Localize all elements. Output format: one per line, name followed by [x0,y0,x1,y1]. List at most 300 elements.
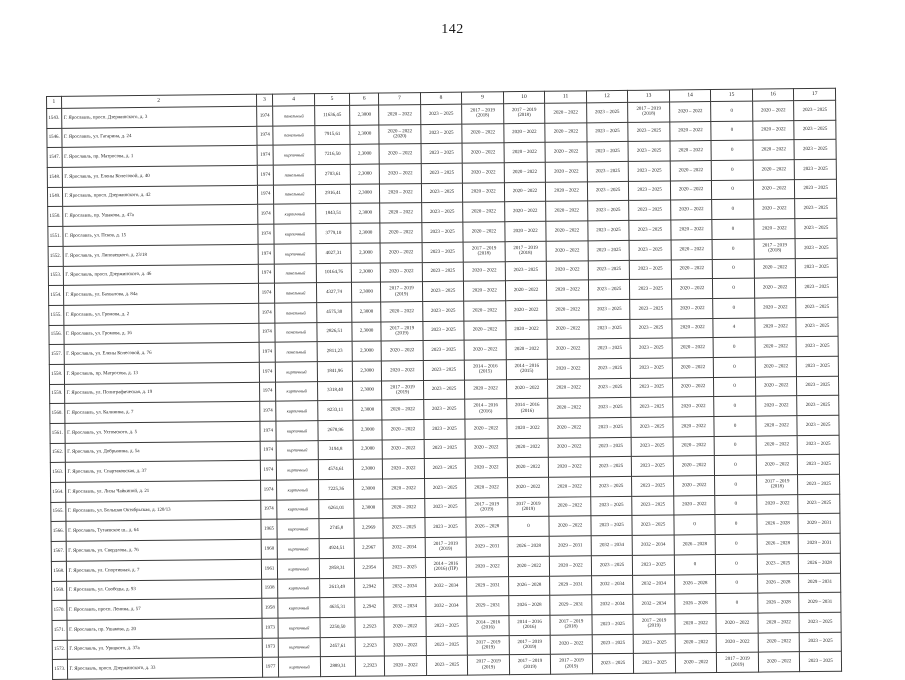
table-cell: 2020 – 2022 [507,477,549,497]
table-cell: 2,3000 [351,223,380,243]
table-cell: 2023 – 2025 [797,435,839,455]
table-cell: 1557. [49,345,64,365]
table-cell: 2020 – 2022 [507,458,549,478]
table-cell: 2020 – 2022 [463,261,505,281]
table-cell: 2020 – 2022 [752,101,794,121]
table-cell: 2,3000 [353,381,382,401]
table-cell: 2811,23 [317,342,353,362]
table-cell: кирпичный [278,618,320,638]
table-cell: 2020 – 2022 [504,143,546,163]
table-cell: 2020 – 2022 [465,379,507,399]
table-cell: 2023 – 2025 [423,399,465,419]
column-header: 16 [752,89,794,101]
table-cell: 2017 – 2019 (2019) [467,635,509,655]
table-cell: 2020 – 2022 [753,179,795,199]
table-cell: 2916,41 [315,184,351,204]
table-cell: Г. Ярославль, ул. Спортивная, д. 7 [66,559,261,581]
table-cell: 2023 – 2025 [589,378,631,398]
table-cell: 1974 [260,441,277,461]
table-cell: 2020 – 2022 [463,222,505,242]
table-cell: 2,3000 [352,341,381,361]
table-cell: 2020 – 2022 [465,438,507,458]
table-cell: кирпичный [278,637,320,657]
table-cell: 2026 – 2028 [466,517,508,537]
data-table [46,88,842,680]
table-cell: кирпичный [277,539,319,559]
table-cell: 6261,01 [319,499,355,519]
table-body [47,88,842,679]
table-cell: 2023 – 2025 [591,516,633,536]
table-cell: 2023 – 2025 [590,496,632,516]
table-cell: 2,2969 [354,518,383,538]
table-cell: 2020 – 2022 [675,633,717,653]
table-cell: 2026 – 2028 [674,535,716,555]
table-cell: 2020 – 2022 [507,418,549,438]
table-cell: 2023 – 2025 [630,279,672,299]
table-cell: кирпичный [274,204,316,224]
table-cell: 2858,31 [319,558,355,578]
table-cell: 2826,51 [317,322,353,342]
table-cell: 2020 – 2022 [463,182,505,202]
table-cell: 0 [716,574,758,594]
column-header: 15 [711,89,753,101]
table-cell: 2023 – 2025 [795,159,837,179]
table-cell: кирпичный [273,145,315,165]
table-cell: 2023 – 2025 [589,339,631,359]
table-cell: Г. Ярославль, ул. Спартаковская, д. 37 [65,461,260,483]
table-cell: 2017 – 2019 (2019) [509,654,551,674]
table-cell: 2,2923 [355,637,384,657]
table-cell: 2020 – 2022 [754,298,796,318]
table-cell: 2023 – 2025 [590,476,632,496]
table-cell: 2020 – 2022 [464,340,506,360]
table-cell: 2020 – 2022 [753,140,795,160]
table-cell: 2023 – 2025 [632,456,674,476]
table-cell: 2020 – 2022 [464,301,506,321]
table-cell: 2023 – 2025 [797,376,839,396]
table-cell: 2020 – 2022 [380,242,422,262]
table-cell: 1974 [257,145,274,165]
table-cell: 2020 – 2022 [755,317,797,337]
table-cell: 2023 – 2025 [421,124,463,144]
table-cell: 2017 – 2019 (2019) [381,282,423,302]
table-cell: 2026 – 2028 [508,576,550,596]
table-cell: 2023 – 2025 [630,319,672,339]
table-cell: 2023 – 2025 [587,181,629,201]
table-cell: 2020 – 2022 [383,459,425,479]
table-cell: 2,3000 [350,144,379,164]
table-cell: 1974 [258,224,275,244]
table-cell: 2020 – 2022 [673,417,715,437]
table-cell: 1974 [259,362,276,382]
table-cell: 2020 – 2022 [716,633,758,653]
table-cell: 2014 – 2016 (2016) [465,399,507,419]
table-cell: 2017 – 2019 (2019) [468,655,510,675]
table-cell: 0 [716,593,758,613]
table-cell: 2020 – 2022 [382,400,424,420]
table-cell: 2023 – 2025 [421,183,463,203]
table-cell: 2020 – 2022 [546,201,588,221]
table-cell: панельный [273,125,315,145]
table-cell: 2032 – 2034 [425,577,467,597]
table-cell: 2020 – 2022 [462,163,504,183]
table-cell: 2020 – 2022 [384,636,426,656]
table-cell: 2020 – 2022 [546,221,588,241]
table-cell: 1546. [47,128,62,148]
table-cell: 1974 [257,205,274,225]
table-cell: кирпичный [276,440,318,460]
table-cell: 2017 – 2019 (2019) [382,380,424,400]
table-cell: 2020 – 2022 [670,161,712,181]
table-cell: 2020 – 2022 [672,377,714,397]
table-cell: 1974 [259,342,276,362]
table-cell: Г. Ярославль, просп. Дзержинского, д. 42 [62,185,257,207]
table-cell: 1550. [48,207,63,227]
table-cell: 2023 – 2025 [423,321,465,341]
table-cell: кирпичный [274,243,316,263]
table-cell: 2020 – 2022 [758,613,800,633]
table-cell: панельный [274,184,316,204]
table-cell: 2020 – 2022 [505,221,547,241]
table-cell: 2020 – 2022 [547,260,589,280]
table-cell: 2745,8 [319,519,355,539]
table-cell: панельный [275,342,317,362]
table-cell: 1960 [261,539,278,559]
table-cell: 1568. [51,561,66,581]
table-cell: 1974 [260,460,277,480]
table-cell: 2023 – 2025 [422,242,464,262]
table-cell: 2020 – 2022 [382,420,424,440]
table-cell: 2020 – 2022 [754,258,796,278]
table-cell: 1571. [52,620,67,640]
table-cell: 2023 – 2025 [422,281,464,301]
column-header: 9 [462,92,504,104]
table-cell: 2023 – 2025 [796,297,838,317]
table-cell: 2023 – 2025 [800,632,842,652]
table-cell: Г. Ярославль, ул. Калинина, д. 7 [64,402,259,424]
table-cell: 4574,61 [318,460,354,480]
table-cell: 2250,50 [320,617,356,637]
table-cell: 2023 – 2025 [634,653,676,673]
table-cell: 2020 – 2022 [462,143,504,163]
table-cell: 2020 – 2022 [673,456,715,476]
table-cell: 2020 – 2022 [671,239,713,259]
table-cell: 2020 – 2022 [507,438,549,458]
table-cell: 2017 – 2019 (2019) [633,614,675,634]
table-cell: Г. Ярославль, ул. Добрынина, д. 5а [65,441,260,463]
table-cell: 2020 – 2022 [548,359,590,379]
table-cell: 1563. [50,463,65,483]
table-cell: 2029 – 2031 [550,595,592,615]
table-cell: Г. Ярославль, просп. Дзержинского, д. 3 [61,106,256,128]
table-cell: 2,3000 [352,282,381,302]
table-cell: кирпичный [274,224,316,244]
table-cell: Г. Ярославль, ул. Урицкого, д. 37а [67,638,262,660]
table-cell: 2023 – 2025 [794,140,836,160]
table-cell: 2023 – 2025 [798,494,840,514]
table-cell: 2020 – 2022 [506,320,548,340]
table-cell: 2023 – 2025 [798,474,840,494]
table-cell: 2023 – 2025 [426,655,468,675]
table-cell: панельный [275,322,317,342]
table-cell: 2020 – 2022 [546,241,588,261]
table-cell: 1565. [51,502,66,522]
table-cell: Г. Ярославль, ул. Бахвалова, д. 84а [63,283,258,305]
table-cell: 2020 – 2022 [467,556,509,576]
table-cell: 1543. [47,108,62,128]
table-cell: 2020 – 2022 [504,202,546,222]
table-cell: 3194,8 [318,440,354,460]
table-cell: 2020 – 2022 [545,103,587,123]
table-cell: кирпичный [278,598,320,618]
table-cell: 2020 – 2022 [675,653,717,673]
table-cell: 1973 [262,618,279,638]
table-cell: 0 [715,475,757,495]
table-cell: 0 [711,140,753,160]
table-cell: 2020 – 2022 [548,378,590,398]
table-cell: 2020 – 2022 [546,182,588,202]
column-header: 1 [47,96,62,108]
table-cell: 0 [713,278,755,298]
table-cell: 2026 – 2028 [675,594,717,614]
table-cell: Г. Ярославль, ул. Елены Колесовой, д. 40 [62,165,257,187]
table-cell: 1570. [52,601,67,621]
table-cell: 2023 – 2025 [628,141,670,161]
table-cell: 2023 – 2025 [795,238,837,258]
table-cell: Г. Ярославль, ул. Гагарина, д. 24 [61,126,256,148]
table-cell: Г. Ярославль, ул. Громова, д. 16 [63,323,258,345]
table-cell: 2020 – 2022 [753,160,795,180]
table-cell: 2017 – 2019 (2018) [505,241,547,261]
table-cell: 0 [712,239,754,259]
table-cell: 2020 – 2022 [673,436,715,456]
table-cell: Г. Ярославль, ул. Ухтомского, д. 5 [64,421,259,443]
table-cell: 2023 – 2025 [384,557,426,577]
table-cell: 2020 – 2022 [675,613,717,633]
table-cell: 1559. [50,384,65,404]
table-cell: 1974 [258,283,275,303]
table-cell: 2020 – 2022 [381,361,423,381]
table-cell: 1573. [52,660,67,680]
table-cell: 2014 – 2016 (2016) (ПР) [425,557,467,577]
table-cell: 2020 – 2022 [466,478,508,498]
table-cell: 2020 – 2022 [504,182,546,202]
table-cell: 2023 – 2025 [423,340,465,360]
table-cell: 2020 – 2022 [756,416,798,436]
column-header: 17 [794,88,836,100]
table-cell: 1974 [260,480,277,500]
table-cell: 0 [713,259,755,279]
table-cell: 1843,51 [315,204,351,224]
table-cell: Г. Ярославль, просп. Ленина, д. 57 [66,598,261,620]
table-cell: 0 [715,495,757,515]
table-cell: 2020 – 2022 [758,652,800,672]
table-cell: 2889,31 [320,657,356,677]
table-cell: 2020 – 2022 [379,164,421,184]
table-cell: 2,2942 [355,577,384,597]
table-cell: 1572. [52,640,67,660]
table-cell: 2023 – 2025 [629,240,671,260]
table-cell: Г. Ярославль, ул. Свободы, д. 93 [66,579,261,601]
table-cell: 2023 – 2025 [422,301,464,321]
table-cell: 2017 – 2019 (2019) [381,321,423,341]
table-cell: 2023 – 2025 [421,203,463,223]
table-cell: 2020 – 2022 [753,199,795,219]
table-cell: 2,3000 [350,105,379,125]
table-cell: 2,3000 [351,243,380,263]
table-cell: Г. Ярославль, ул. Лизы Чайкиной, д. 21 [65,480,260,502]
table-cell: 1555. [49,305,64,325]
table-cell: 0 [711,101,753,121]
table-cell: 2014 – 2016 (2016) [467,616,509,636]
table-cell: 2017 – 2019 (2019) [425,537,467,557]
table-cell: 2020 – 2022 [545,162,587,182]
table-cell: 2020 – 2022 [755,337,797,357]
table-cell: 0 [715,515,757,535]
column-header: 6 [350,93,379,105]
table-cell: 1974 [259,323,276,343]
table-cell: 2032 – 2034 [633,594,675,614]
table-cell: 4635,31 [320,597,356,617]
table-cell: 2023 – 2025 [589,319,631,339]
table-cell: 2,3000 [352,361,381,381]
table-cell: 2023 – 2025 [798,455,840,475]
table-cell: 2,3000 [352,302,381,322]
table-cell: 1974 [258,244,275,264]
table-cell: 2020 – 2022 [380,223,422,243]
table-cell: 2020 – 2022 [716,613,758,633]
table-cell: 8233,11 [318,401,354,421]
table-cell: Г. Ярославль, просп. Дзержинского, д. 46 [63,264,258,286]
table-cell: 1974 [257,185,274,205]
table-cell: 2020 – 2022 [545,142,587,162]
table-cell: 2020 – 2022 [548,418,590,438]
table-cell: 2020 – 2022 [381,301,423,321]
table-cell: 2020 – 2022 [380,203,422,223]
table-cell: 1974 [260,421,277,441]
table-cell: 2023 – 2025 [757,553,799,573]
table-cell: 2020 – 2022 [756,435,798,455]
column-header: 3 [256,94,273,106]
table-cell: 2026 – 2028 [508,595,550,615]
table-cell: 2,3000 [351,203,380,223]
table-cell: 2029 – 2031 [549,536,591,556]
table-cell: 2026 – 2028 [508,536,550,556]
table-cell: 2023 – 2025 [592,614,634,634]
table-cell: 0 [714,396,756,416]
table-cell: 2020 – 2022 [672,318,714,338]
table-cell: 2020 – 2022 [671,279,713,299]
table-cell: 2023 – 2025 [632,496,674,516]
table-cell: 2029 – 2031 [467,596,509,616]
table-cell: 0 [712,200,754,220]
table-cell: кирпичный [278,558,320,578]
table-cell: 2023 – 2025 [795,179,837,199]
table-cell: 2023 – 2025 [424,439,466,459]
table-cell: кирпичный [277,499,319,519]
table-cell: 3318,40 [317,381,353,401]
table-cell: 1548. [47,167,62,187]
table-cell: 2023 – 2025 [794,100,836,120]
table-cell: 0 [712,219,754,239]
table-cell: 2020 – 2022 [673,476,715,496]
table-cell: 1552. [48,246,63,266]
table-cell: 2020 – 2022 [672,338,714,358]
table-cell: 2032 – 2034 [633,574,675,594]
table-cell: 0 [714,436,756,456]
table-cell: 2020 – 2022 [379,105,421,125]
table-cell: 2023 – 2025 [591,555,633,575]
table-cell: 2023 – 2025 [425,518,467,538]
table-cell: 4 [713,318,755,338]
table-cell: 2017 – 2019 (2019) [507,497,549,517]
table-cell: 2023 – 2025 [630,338,672,358]
column-header: 7 [379,93,421,105]
table-cell: 0 [711,121,753,141]
table-cell: 2014 – 2016 (2016) [506,399,548,419]
table-cell: 2023 – 2025 [588,240,630,260]
table-cell: панельный [274,165,316,185]
table-cell: 2020 – 2022 [757,494,799,514]
table-cell: 2023 – 2025 [423,380,465,400]
table-cell: 2023 – 2025 [592,634,634,654]
table-cell: 2017 – 2019 (2018) [462,104,504,124]
table-cell: 2020 – 2022 [379,144,421,164]
table-cell: Г. Ярославль, ул. Большая Октябрьская, д. 120/13 [65,500,260,522]
table-cell: 4027,31 [316,243,352,263]
table-cell: 2032 – 2034 [384,597,426,617]
table-cell: 2023 – 2025 [794,120,836,140]
table-cell: 2023 – 2025 [631,378,673,398]
table-cell: 1567. [51,541,66,561]
table-cell: 2020 – 2022 [670,180,712,200]
table-cell: Г. Ярославль, Тутаевское ш., д. 64 [65,520,260,542]
table-cell: 0 [712,180,754,200]
table-cell: 4327,74 [316,282,352,302]
table-cell: 2,3000 [353,440,382,460]
table-cell: кирпичный [277,519,319,539]
table-cell: 2,3000 [354,499,383,519]
table-cell: 2017 – 2019 (2019) [509,635,551,655]
table-cell: кирпичный [278,578,320,598]
table-cell: 2020 – 2022 [672,357,714,377]
table-cell: 0 [508,517,550,537]
table-cell: 2023 – 2025 [420,104,462,124]
table-cell: 2023 – 2025 [631,437,673,457]
table-cell: 2032 – 2034 [384,577,426,597]
table-cell: 2020 – 2022 [383,479,425,499]
table-cell: кирпичный [276,381,318,401]
table-cell: 2023 – 2025 [423,360,465,380]
table-cell: 2020 – 2022 [384,616,426,636]
table-cell: 2017 – 2019 (2018) [628,102,670,122]
table-cell: 2023 – 2025 [631,358,673,378]
table-cell: панельный [275,283,317,303]
table-cell: 2023 – 2025 [795,199,837,219]
table-cell: 2020 – 2022 [505,280,547,300]
column-header: 4 [273,94,315,106]
table-cell: 0 [716,554,758,574]
table-cell: 2,3000 [353,400,382,420]
column-header: 12 [586,90,628,102]
column-header: 5 [314,93,349,105]
table-cell: 2,3000 [352,322,381,342]
table-cell: 2029 – 2031 [798,533,840,553]
table-cell: 2020 – 2022 [547,280,589,300]
table-cell: 2023 – 2025 [586,102,628,122]
column-header: 13 [628,90,670,102]
table-cell: 2,2923 [356,656,385,676]
